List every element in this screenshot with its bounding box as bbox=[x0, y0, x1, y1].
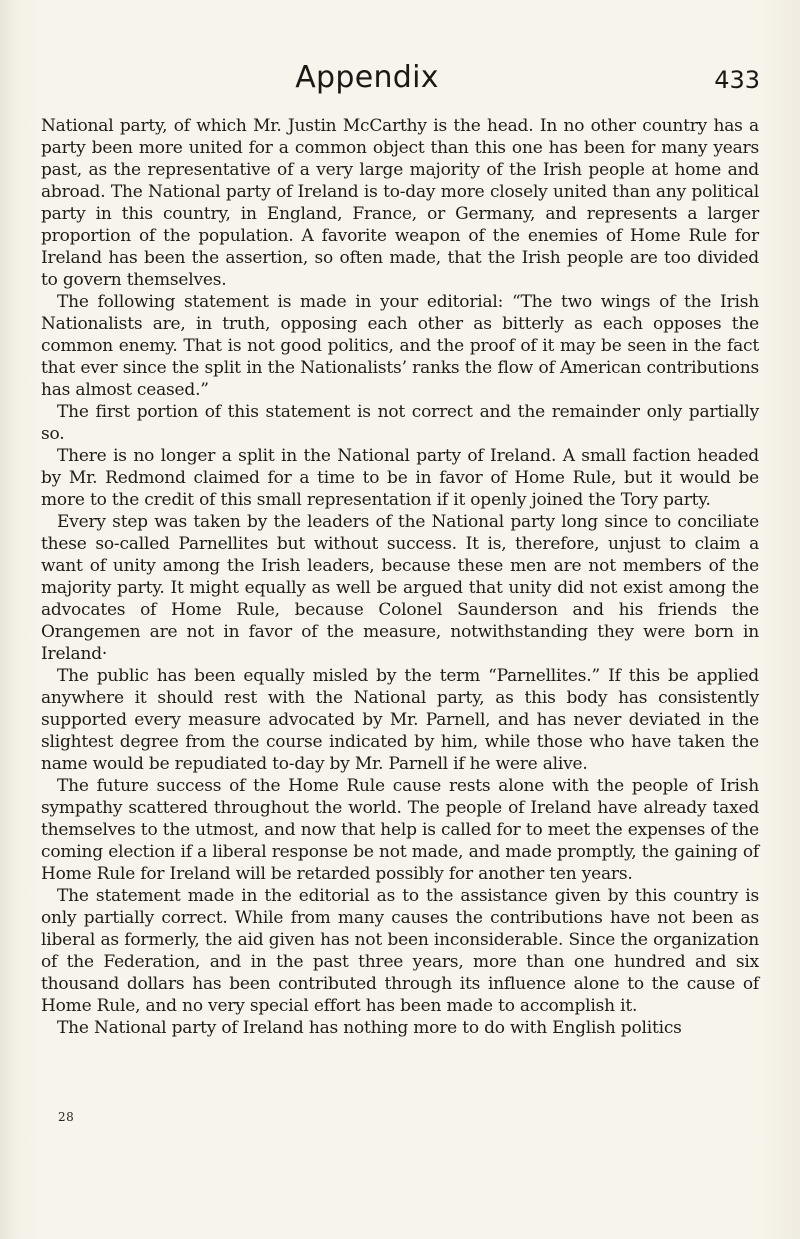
running-title: Appendix bbox=[295, 60, 439, 95]
paragraph-7: The future success of the Home Rule cause rests alone with the people of Irish sympathy scattered throughout the world. The people of Ireland have already taxed themselves to the utmost, and now that help is called for to meet the expenses of the coming election if a liberal response be not made, and made promptly, the gaining of Home Rule for Ireland will be retarded possibly for another ten years. bbox=[41, 776, 759, 884]
page-header bbox=[0, 58, 800, 106]
signature-mark: 28 bbox=[58, 1110, 75, 1124]
paragraph-5: Every step was taken by the leaders of the National party long since to conciliate these so-called Parnellites but without success. It is, therefore, unjust to claim a want of unity among the Irish leaders, because these men are not members of the majority party. It might equally as well be argued that unity did not exist among the advocates of Home Rule, because Colonel Saunderson and his friends the Orangemen are not in favor of the measure, notwithstanding they were born in Ireland· bbox=[41, 512, 759, 664]
page-number: 433 bbox=[714, 66, 760, 94]
paragraph-4: There is no longer a split in the National party of Ireland. A small faction headed by Mr. Redmond claimed for a time to be in favor of Home Rule, but it would be more to the credit of this small representation if it openly joined the Tory party. bbox=[41, 446, 759, 510]
paragraph-1: National party, of which Mr. Justin McCarthy is the head. In no other country has a party been more united for a common object than this one has been for many years past, as the representative of a very large majority of the Irish people at home and abroad. The National party of Ireland is to-day more closely united than any political party in this country, in England, France, or Germany, and represents a larger proportion of the population. A favorite weapon of the enemies of Home Rule for Ireland has been the assertion, so often made, that the Irish people are too divided to govern themselves. bbox=[41, 116, 759, 290]
paragraph-2: The following statement is made in your editorial: “The two wings of the Irish Nationalists are, in truth, opposing each other as bitterly as each opposes the common enemy. That is not good politics, and the proof of it may be seen in the fact that ever since the split in the Nationalists’ ranks the flow of American contributions has almost ceased.” bbox=[41, 292, 759, 400]
paragraph-8: The statement made in the editorial as to the assistance given by this country is only partially correct. While from many causes the contributions have not been as liberal as formerly, the aid given has not been inconsiderable. Since the organization of the Federation, and in the past three years, more than one hundred and six thousand dollars has been contributed through its influence alone to the cause of Home Rule, and no very special effort has been made to accomplish it. bbox=[41, 886, 759, 1016]
paragraph-6: The public has been equally misled by the term “Parnellites.” If this be applied anywhere it should rest with the National party, as this body has consistently supported every measure advocated by Mr. Parnell, and has never deviated in the slightest degree from the course indicated by him, while those who have taken the name would be repudiated to-day by Mr. Parnell if he were alive. bbox=[41, 666, 759, 774]
body-text bbox=[41, 115, 759, 1039]
paragraph-9: The National party of Ireland has nothing more to do with English politics bbox=[57, 1018, 682, 1038]
paragraph-3: The first portion of this statement is not correct and the remainder only partially so. bbox=[41, 402, 759, 444]
